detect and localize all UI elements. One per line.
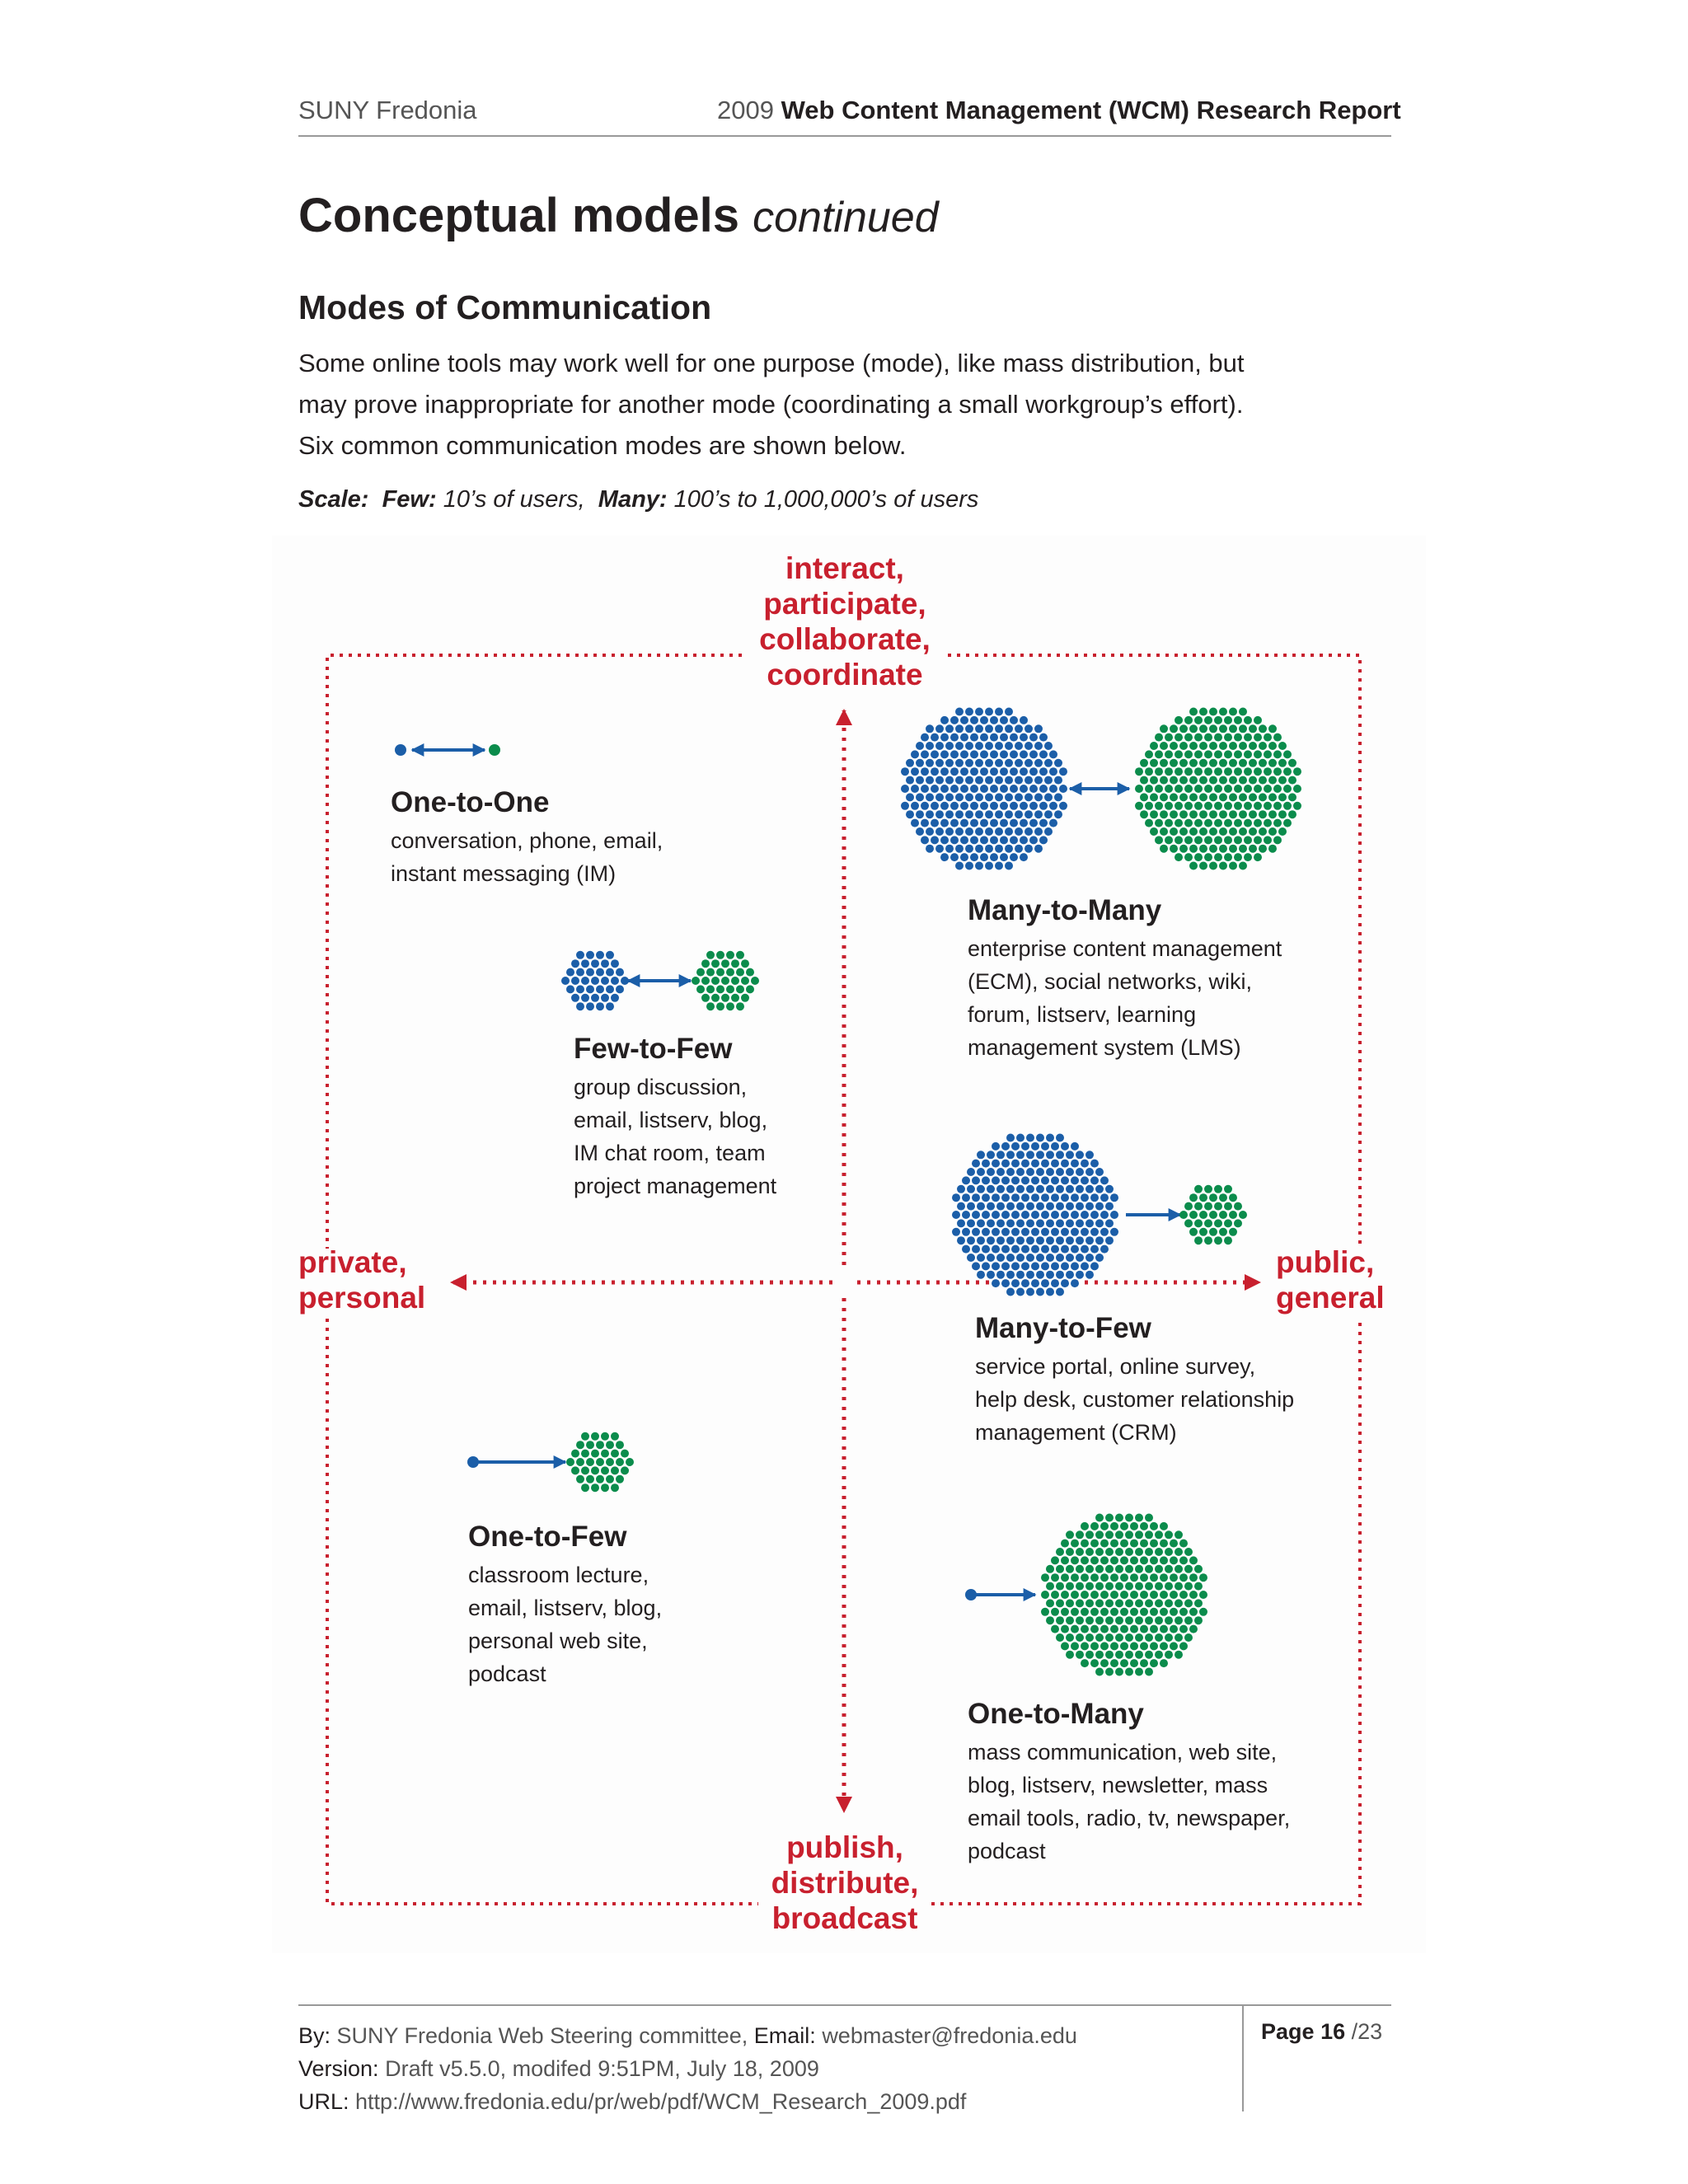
mode-name: Many-to-Many [968, 894, 1162, 926]
mode-name: Few-to-Few [574, 1033, 733, 1065]
scale-few-text: 10’s of users, [443, 486, 585, 513]
footer-email-link[interactable]: webmaster@fredonia.edu [822, 2023, 1077, 2048]
axis-label-top [725, 551, 964, 692]
mode-desc-line: help desk, customer relationship [975, 1387, 1295, 1412]
mode-description [468, 1558, 662, 1690]
intro-line: Some online tools may work well for one purpose (mode), like mass distribution, but [298, 349, 1245, 377]
one-to-one-receiver-dot [489, 744, 500, 756]
many-to-many-green-cluster [1135, 708, 1301, 870]
footer-url-line [298, 2085, 1077, 2118]
mode-desc-line: email, listserv, blog, [468, 1596, 663, 1620]
footer-url-link[interactable]: http://www.fredonia.edu/pr/web/pdf/WCM_Research_2009.pdf [355, 2089, 967, 2114]
one-to-few-sender-dot [467, 1456, 479, 1468]
scale-many-text: 100’s to 1,000,000’s of users [673, 486, 979, 513]
mode-desc-line: personal web site, [468, 1629, 648, 1653]
axis-label-right [1276, 1244, 1385, 1315]
mode-desc-line: forum, listserv, learning [968, 1002, 1197, 1027]
footer-divider [298, 2004, 1391, 2006]
scale-many-label: Many: [598, 486, 668, 513]
axis-label-bottom [725, 1830, 964, 1936]
mode-desc-line: podcast [468, 1661, 546, 1686]
footer-version-line [298, 2052, 1077, 2085]
axis-bottom-line: broadcast [771, 1901, 918, 1935]
mode-desc-line: group discussion, [574, 1075, 748, 1099]
scale-few-label: Few: [382, 486, 437, 513]
mode-desc-line: IM chat room, team [574, 1141, 766, 1165]
mode-name: One-to-Many [968, 1698, 1144, 1730]
mode-description [391, 824, 663, 890]
one-to-many-green-cluster [1041, 1514, 1207, 1676]
few-to-few-green-cluster [692, 951, 759, 1010]
footer-by-line [298, 2019, 1077, 2052]
footer-info [298, 2019, 1077, 2118]
one-to-few-green-cluster [566, 1432, 634, 1492]
many-to-few-blue-cluster [952, 1134, 1118, 1296]
mode-desc-line: conversation, phone, email, [391, 828, 663, 853]
few-to-few-blue-cluster [561, 951, 629, 1010]
mode-many-to-many [968, 894, 1282, 1064]
footer-url-label: URL: [298, 2089, 349, 2114]
header-year: 2009 [717, 96, 774, 124]
axis-left-line: personal [298, 1281, 426, 1315]
page-number [1261, 2019, 1382, 2045]
axis-bottom-line: distribute, [771, 1866, 919, 1900]
page-total: /23 [1351, 2019, 1383, 2044]
axis-bottom-line: publish, [786, 1830, 903, 1864]
mode-desc-line: management (CRM) [975, 1420, 1177, 1445]
footer-by-value: SUNY Fredonia Web Steering committee, [336, 2023, 748, 2048]
one-to-one-sender-dot [395, 744, 406, 756]
intro-line: Six common communication modes are shown below. [298, 431, 907, 460]
footer-by-label: By: [298, 2023, 331, 2048]
axis-top-line: coordinate [767, 658, 923, 691]
footer-email-label: Email: [753, 2023, 816, 2048]
axis-left-line: private, [298, 1245, 407, 1279]
mode-desc-line: management system (LMS) [968, 1035, 1241, 1060]
axis-right-line: general [1276, 1281, 1385, 1315]
axis-label-left [298, 1244, 425, 1315]
mode-desc-line: instant messaging (IM) [391, 861, 617, 886]
axis-right-line: public, [1276, 1245, 1375, 1279]
header-title: Web Content Management (WCM) Research Report [781, 96, 1401, 124]
mode-one-to-one [391, 786, 663, 890]
section-heading: Modes of Communication [298, 288, 712, 326]
mode-desc-line: enterprise content management [968, 936, 1282, 961]
footer-version-value: Draft v5.5.0, modifed 9:51PM, July 18, 2009 [385, 2056, 819, 2081]
mode-desc-line: email tools, radio, tv, newspaper, [968, 1806, 1291, 1830]
mode-name: Many-to-Few [975, 1312, 1151, 1344]
page-title-main: Conceptual models [298, 189, 739, 242]
header-org: SUNY Fredonia [298, 96, 477, 124]
mode-name: One-to-Few [468, 1521, 627, 1553]
mode-desc-line: project management [574, 1174, 777, 1198]
mode-name: One-to-One [391, 786, 550, 818]
page-current: 16 [1320, 2019, 1346, 2044]
mode-desc-line: podcast [968, 1839, 1046, 1863]
mode-many-to-few [975, 1312, 1294, 1449]
mode-description [968, 1736, 1290, 1868]
axis-top-line: interact, [785, 551, 904, 585]
mode-description [975, 1350, 1294, 1449]
mode-few-to-few [574, 1033, 776, 1202]
one-to-many-sender-dot [965, 1589, 977, 1601]
intro-line: may prove inappropriate for another mode (coordinating a small workgroup’s effort). [298, 390, 1244, 419]
many-to-many-blue-cluster [901, 708, 1067, 870]
footer-version-label: Version: [298, 2056, 379, 2081]
mode-desc-line: blog, listserv, newsletter, mass [968, 1773, 1268, 1797]
mode-desc-line: service portal, online survey, [975, 1354, 1256, 1379]
scale-label: Scale: [298, 486, 369, 513]
mode-description [574, 1071, 776, 1202]
mode-one-to-few [468, 1521, 662, 1690]
page-label: Page [1261, 2019, 1315, 2044]
mode-desc-line: mass communication, web site, [968, 1740, 1278, 1765]
mode-desc-line: classroom lecture, [468, 1563, 649, 1587]
axis-top-line: collaborate, [759, 622, 931, 656]
footer-vertical-divider [1242, 2006, 1244, 2111]
mode-desc-line: email, listserv, blog, [574, 1108, 768, 1132]
mode-description [968, 932, 1282, 1064]
axis-top-line: participate, [763, 587, 926, 621]
many-to-few-green-cluster [1179, 1185, 1247, 1244]
mode-desc-line: (ECM), social networks, wiki, [968, 969, 1253, 994]
mode-one-to-many [968, 1698, 1290, 1868]
page-title-suffix: continued [753, 194, 939, 241]
